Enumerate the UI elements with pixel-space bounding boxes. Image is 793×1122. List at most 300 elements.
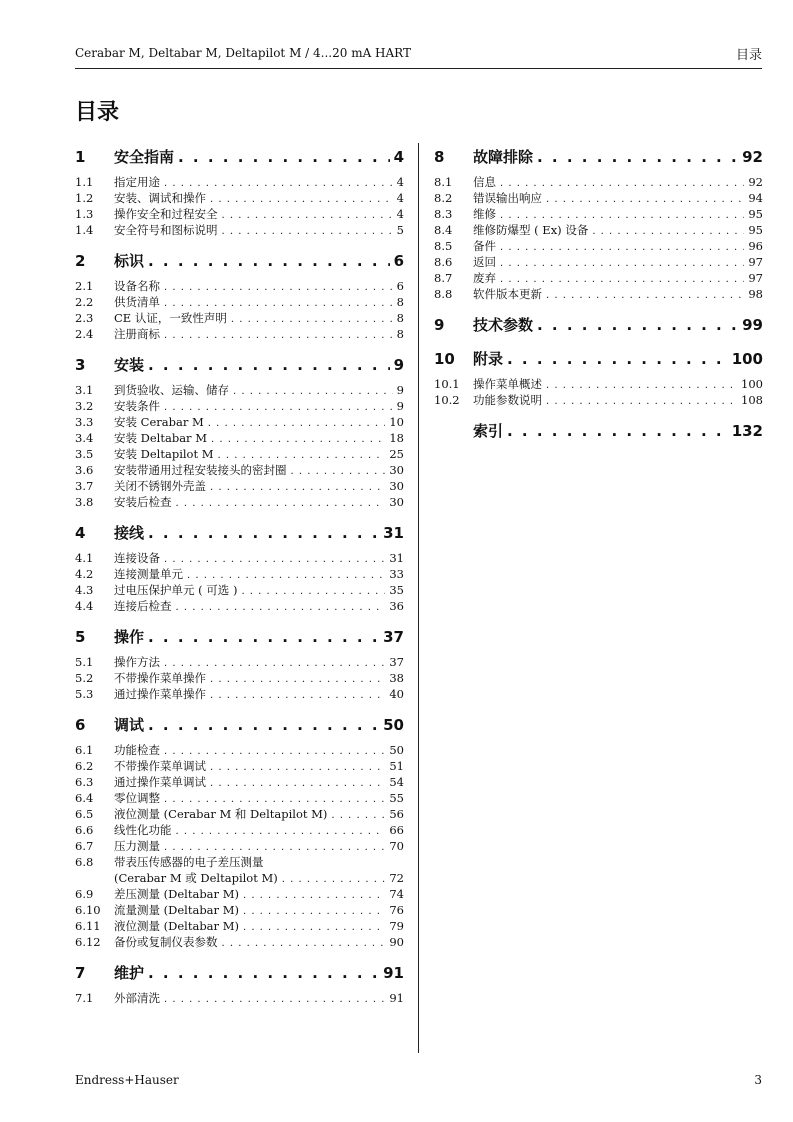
item-title: 差压测量 (Deltabar M) <box>114 887 239 901</box>
chapter-number: 6 <box>75 716 86 734</box>
toc-chapter-entry[interactable] <box>75 522 404 544</box>
toc-chapter-entry[interactable] <box>75 146 404 168</box>
item-page: 95 <box>748 207 763 221</box>
item-page: 98 <box>748 287 763 301</box>
toc-item-entry[interactable] <box>75 822 404 838</box>
item-title: 废弃 <box>473 271 496 285</box>
item-number: 8.1 <box>434 175 453 189</box>
toc-section <box>434 146 763 302</box>
toc-left-column <box>75 146 404 1018</box>
toc-section <box>75 250 404 342</box>
dot-leader <box>210 674 385 685</box>
dot-leader <box>148 628 379 646</box>
item-number: 6.10 <box>75 903 101 917</box>
item-title: 返回 <box>473 255 496 269</box>
item-title: 安装 Deltapilot M <box>114 447 214 461</box>
item-title: 连接后检查 <box>114 599 172 613</box>
toc-chapter-entry[interactable] <box>434 348 763 370</box>
toc-item-entry[interactable] <box>75 478 404 494</box>
item-page: 76 <box>389 903 404 917</box>
toc-item-entry[interactable] <box>75 398 404 414</box>
toc-item-entry[interactable] <box>434 286 763 302</box>
dot-leader <box>222 210 393 221</box>
dot-leader <box>148 964 379 982</box>
item-title: 线性化功能 <box>114 823 172 837</box>
item-number: 3.3 <box>75 415 94 429</box>
chapter-page: 92 <box>742 148 763 166</box>
item-page: 72 <box>389 871 404 885</box>
dot-leader <box>148 356 390 374</box>
toc-item-entry[interactable] <box>434 376 763 392</box>
chapter-page: 99 <box>742 316 763 334</box>
item-title: 设备名称 <box>114 279 160 293</box>
item-number: 3.8 <box>75 495 94 509</box>
item-page: 30 <box>389 495 404 509</box>
toc-item-entry[interactable] <box>75 758 404 774</box>
toc-item-entry[interactable] <box>75 654 404 670</box>
item-title: 液位测量 (Deltabar M) <box>114 919 239 933</box>
item-page: 66 <box>389 823 404 837</box>
dot-leader <box>164 658 385 669</box>
item-number: 4.1 <box>75 551 94 565</box>
item-page: 31 <box>389 551 404 565</box>
toc-item-entry[interactable] <box>434 392 763 408</box>
toc-section <box>75 626 404 702</box>
item-page: 37 <box>389 655 404 669</box>
dot-leader <box>500 274 744 285</box>
dot-leader <box>164 994 385 1005</box>
chapter-page: 4 <box>393 148 404 166</box>
item-page: 4 <box>396 207 404 221</box>
item-title: 备份或复制仪表参数 <box>114 935 218 949</box>
item-number: 8.8 <box>434 287 453 301</box>
toc-item-entry[interactable] <box>75 278 404 294</box>
item-number: 2.2 <box>75 295 94 309</box>
toc-item-entry[interactable] <box>75 582 404 598</box>
item-page: 9 <box>396 399 404 413</box>
header-section-title: 目录 <box>735 48 762 63</box>
toc-item-continuation[interactable] <box>75 870 404 886</box>
dot-leader <box>241 586 385 597</box>
toc-item-entry[interactable] <box>75 462 404 478</box>
chapter-title: 故障排除 <box>473 148 534 166</box>
item-number: 2.1 <box>75 279 94 293</box>
toc-section <box>75 962 404 1006</box>
item-page: 74 <box>389 887 404 901</box>
chapter-title: 操作 <box>114 628 145 646</box>
item-title: 通过操作菜单调试 <box>114 775 206 789</box>
toc-item-entry[interactable] <box>75 902 404 918</box>
toc-item-entry[interactable] <box>75 190 404 206</box>
dot-leader <box>218 450 386 461</box>
dot-leader <box>507 350 728 368</box>
item-page: 97 <box>748 255 763 269</box>
chapter-page: 50 <box>383 716 404 734</box>
item-page: 79 <box>389 919 404 933</box>
toc-item-entry[interactable] <box>75 774 404 790</box>
item-page: 30 <box>389 463 404 477</box>
item-page: 9 <box>396 383 404 397</box>
dot-leader <box>148 524 379 542</box>
item-title: 软件版本更新 <box>473 287 542 301</box>
toc-item-entry[interactable] <box>75 934 404 950</box>
chapter-number: 1 <box>75 148 86 166</box>
dot-leader <box>208 418 386 429</box>
dot-leader <box>164 554 385 565</box>
item-title: 供货清单 <box>114 295 160 309</box>
item-title: 操作菜单概述 <box>473 377 542 391</box>
dot-leader <box>592 226 744 237</box>
toc-item-entry[interactable] <box>434 254 763 270</box>
chapter-number: 2 <box>75 252 86 270</box>
chapter-page: 132 <box>731 422 763 440</box>
item-page: 96 <box>748 239 763 253</box>
chapter-number: 10 <box>434 350 455 368</box>
item-title: 维修 <box>473 207 496 221</box>
toc-item-entry[interactable] <box>75 598 404 614</box>
item-number: 6.6 <box>75 823 94 837</box>
item-page: 92 <box>748 175 763 189</box>
chapter-title: 接线 <box>114 524 145 542</box>
toc-item-entry[interactable] <box>75 430 404 446</box>
toc-item-entry[interactable] <box>75 174 404 190</box>
dot-leader <box>210 194 393 205</box>
item-number: 3.2 <box>75 399 94 413</box>
item-title: 液位测量 (Cerabar M 和 Deltapilot M) <box>114 807 328 821</box>
item-page: 4 <box>396 191 404 205</box>
toc-chapter-entry[interactable] <box>75 962 404 984</box>
toc-item-entry[interactable] <box>75 838 404 854</box>
toc-chapter-entry[interactable] <box>434 314 763 336</box>
item-number: 10.2 <box>434 393 460 407</box>
item-page: 36 <box>389 599 404 613</box>
toc-item-entry[interactable] <box>75 990 404 1006</box>
toc-item-entry[interactable] <box>75 886 404 902</box>
toc-item-entry[interactable] <box>75 294 404 310</box>
item-title: 安装条件 <box>114 399 160 413</box>
dot-leader <box>537 316 738 334</box>
item-title: 连接测量单元 <box>114 567 183 581</box>
item-number: 6.9 <box>75 887 94 901</box>
footer-brand: Endress+Hauser <box>75 1073 179 1087</box>
chapter-title: 维护 <box>114 964 145 982</box>
item-number: 8.6 <box>434 255 453 269</box>
chapter-page: 9 <box>393 356 404 374</box>
item-title: 信息 <box>473 175 496 189</box>
toc-item-entry[interactable] <box>75 742 404 758</box>
item-title: 连接设备 <box>114 551 160 565</box>
toc-item-entry[interactable] <box>75 806 404 822</box>
item-page: 50 <box>389 743 404 757</box>
dot-leader <box>282 874 386 885</box>
dot-leader <box>210 778 385 789</box>
item-title: 安装 Cerabar M <box>114 415 204 429</box>
item-title: 不带操作菜单操作 <box>114 671 206 685</box>
item-title: 安装后检查 <box>114 495 172 509</box>
item-title: 注册商标 <box>114 327 160 341</box>
dot-leader <box>164 330 393 341</box>
toc-item-entry[interactable] <box>75 382 404 398</box>
item-number: 4.4 <box>75 599 94 613</box>
toc-item-entry[interactable] <box>75 854 404 870</box>
item-title: 安装带通用过程安装接头的密封圈 <box>114 463 287 477</box>
item-number: 5.1 <box>75 655 94 669</box>
item-number: 1.4 <box>75 223 94 237</box>
chapter-title: 索引 <box>473 422 504 440</box>
dot-leader <box>148 252 390 270</box>
dot-leader <box>243 906 385 917</box>
toc-item-entry[interactable] <box>75 310 404 326</box>
toc-item-entry[interactable] <box>75 206 404 222</box>
toc-item-entry[interactable] <box>75 414 404 430</box>
item-number: 4.3 <box>75 583 94 597</box>
item-page: 100 <box>741 377 763 391</box>
dot-leader <box>164 282 393 293</box>
item-page: 97 <box>748 271 763 285</box>
item-number: 5.2 <box>75 671 94 685</box>
chapter-title: 标识 <box>114 252 145 270</box>
item-title: 关闭不锈钢外壳盖 <box>114 479 206 493</box>
item-number: 3.1 <box>75 383 94 397</box>
item-number: 6.12 <box>75 935 101 949</box>
item-page: 91 <box>389 991 404 1005</box>
column-divider <box>418 143 419 1053</box>
toc-chapter-entry[interactable] <box>75 626 404 648</box>
item-number: 1.1 <box>75 175 94 189</box>
page-title: 目录 <box>75 99 120 125</box>
item-page: 54 <box>389 775 404 789</box>
dot-leader <box>164 746 385 757</box>
toc-item-entry[interactable] <box>75 326 404 342</box>
chapter-number: 9 <box>434 316 445 334</box>
dot-leader <box>500 258 744 269</box>
dot-leader <box>507 422 728 440</box>
item-page: 55 <box>389 791 404 805</box>
item-number: 3.5 <box>75 447 94 461</box>
item-page: 5 <box>396 223 404 237</box>
chapter-title: 安全指南 <box>114 148 175 166</box>
dot-leader <box>222 226 393 237</box>
item-title: 功能参数说明 <box>473 393 542 407</box>
item-page: 6 <box>396 279 404 293</box>
dot-leader <box>546 194 744 205</box>
chapter-page: 37 <box>383 628 404 646</box>
toc-chapter-entry[interactable] <box>75 714 404 736</box>
item-title: 操作方法 <box>114 655 160 669</box>
chapter-title: 安装 <box>114 356 145 374</box>
item-title: 指定用途 <box>114 175 160 189</box>
dot-leader <box>500 242 744 253</box>
item-page: 70 <box>389 839 404 853</box>
chapter-number: 3 <box>75 356 86 374</box>
dot-leader <box>331 810 385 821</box>
dot-leader <box>176 602 386 613</box>
page-number: 3 <box>754 1073 762 1087</box>
chapter-title: 调试 <box>114 716 145 734</box>
dot-leader <box>243 890 385 901</box>
toc-item-entry[interactable] <box>75 670 404 686</box>
item-number: 6.4 <box>75 791 94 805</box>
toc-item-entry[interactable] <box>75 686 404 702</box>
item-page: 10 <box>389 415 404 429</box>
item-number: 8.3 <box>434 207 453 221</box>
toc-item-entry[interactable] <box>434 206 763 222</box>
item-page: 35 <box>389 583 404 597</box>
dot-leader <box>546 290 744 301</box>
item-page: 25 <box>389 447 404 461</box>
dot-leader <box>210 482 385 493</box>
toc-section <box>75 146 404 238</box>
toc-section <box>434 348 763 408</box>
item-page: 51 <box>389 759 404 773</box>
item-number: 6.7 <box>75 839 94 853</box>
item-page: 108 <box>741 393 763 407</box>
toc-item-entry[interactable] <box>75 550 404 566</box>
item-number: 7.1 <box>75 991 94 1005</box>
item-page: 8 <box>396 295 404 309</box>
item-title: 不带操作菜单调试 <box>114 759 206 773</box>
item-number: 2.4 <box>75 327 94 341</box>
item-number: 8.4 <box>434 223 453 237</box>
toc-section <box>75 522 404 614</box>
item-number: 3.6 <box>75 463 94 477</box>
item-page: 30 <box>389 479 404 493</box>
toc-item-entry[interactable] <box>434 174 763 190</box>
toc-item-entry[interactable] <box>434 222 763 238</box>
toc-chapter-entry[interactable] <box>75 250 404 272</box>
dot-leader <box>164 402 393 413</box>
dot-leader <box>210 690 385 701</box>
dot-leader <box>546 396 737 407</box>
item-title: 压力测量 <box>114 839 160 853</box>
item-page: 8 <box>396 311 404 325</box>
item-title: 过电压保护单元 ( 可选 ) <box>114 583 238 597</box>
dot-leader <box>233 386 393 397</box>
item-page: 4 <box>396 175 404 189</box>
dot-leader <box>176 826 386 837</box>
item-title: 功能检查 <box>114 743 160 757</box>
chapter-number: 7 <box>75 964 86 982</box>
item-title: 通过操作菜单操作 <box>114 687 206 701</box>
page-header <box>75 44 762 69</box>
dot-leader <box>187 570 385 581</box>
dot-leader <box>178 148 390 166</box>
item-title: 到货验收、运输、储存 <box>114 383 229 397</box>
toc-section <box>434 420 763 442</box>
item-number: 3.4 <box>75 431 94 445</box>
toc-chapter-entry[interactable] <box>434 420 763 442</box>
item-title: 带表压传感器的电子差压测量 <box>114 855 264 869</box>
toc-section <box>75 714 404 950</box>
toc-item-entry[interactable] <box>434 190 763 206</box>
toc-right-column <box>434 146 763 454</box>
item-title: 流量测量 (Deltabar M) <box>114 903 239 917</box>
item-number: 4.2 <box>75 567 94 581</box>
item-number: 6.11 <box>75 919 101 933</box>
toc-chapter-entry[interactable] <box>434 146 763 168</box>
dot-leader <box>500 178 744 189</box>
toc-section <box>75 354 404 510</box>
item-title: 备件 <box>473 239 496 253</box>
item-number: 6.1 <box>75 743 94 757</box>
item-page: 38 <box>389 671 404 685</box>
chapter-page: 31 <box>383 524 404 542</box>
item-page: 94 <box>748 191 763 205</box>
dot-leader <box>164 842 385 853</box>
toc-item-entry[interactable] <box>75 446 404 462</box>
item-number: 10.1 <box>434 377 460 391</box>
toc-item-entry[interactable] <box>75 222 404 238</box>
item-number: 6.3 <box>75 775 94 789</box>
dot-leader <box>500 210 744 221</box>
item-page: 8 <box>396 327 404 341</box>
toc-item-entry[interactable] <box>75 918 404 934</box>
chapter-number: 4 <box>75 524 86 542</box>
item-title: 零位调整 <box>114 791 160 805</box>
dot-leader <box>537 148 738 166</box>
chapter-title: 附录 <box>473 350 504 368</box>
item-number: 5.3 <box>75 687 94 701</box>
item-title: 安装 Deltabar M <box>114 431 207 445</box>
item-page: 18 <box>389 431 404 445</box>
toc-item-entry[interactable] <box>434 270 763 286</box>
item-title: 外部清洗 <box>114 991 160 1005</box>
dot-leader <box>211 434 385 445</box>
item-page: 56 <box>389 807 404 821</box>
chapter-number: 8 <box>434 148 445 166</box>
toc-item-entry[interactable] <box>75 566 404 582</box>
item-page: 95 <box>748 223 763 237</box>
dot-leader <box>210 762 385 773</box>
item-number: 6.2 <box>75 759 94 773</box>
item-title: 安装、调试和操作 <box>114 191 206 205</box>
toc-chapter-entry[interactable] <box>75 354 404 376</box>
item-title-continued: (Cerabar M 或 Deltapilot M) <box>114 871 278 885</box>
dot-leader <box>164 298 393 309</box>
dot-leader <box>148 716 379 734</box>
item-number: 3.7 <box>75 479 94 493</box>
item-number: 2.3 <box>75 311 94 325</box>
dot-leader <box>222 938 386 949</box>
toc-section <box>434 314 763 336</box>
toc-item-entry[interactable] <box>434 238 763 254</box>
item-title: CE 认证，一致性声明 <box>114 311 227 325</box>
item-number: 1.3 <box>75 207 94 221</box>
chapter-page: 6 <box>393 252 404 270</box>
dot-leader <box>546 380 737 391</box>
item-number: 8.7 <box>434 271 453 285</box>
dot-leader <box>176 498 386 509</box>
item-page: 40 <box>389 687 404 701</box>
item-title: 错误输出响应 <box>473 191 542 205</box>
item-title: 安全符号和图标说明 <box>114 223 218 237</box>
dot-leader <box>231 314 393 325</box>
item-number: 6.8 <box>75 855 94 869</box>
item-title: 维修防爆型 ( Ex) 设备 <box>473 223 589 237</box>
chapter-title: 技术参数 <box>473 316 534 334</box>
chapter-page: 91 <box>383 964 404 982</box>
toc-item-entry[interactable] <box>75 790 404 806</box>
chapter-number: 5 <box>75 628 86 646</box>
item-title: 操作安全和过程安全 <box>114 207 218 221</box>
dot-leader <box>291 466 386 477</box>
item-page: 90 <box>389 935 404 949</box>
dot-leader <box>243 922 385 933</box>
item-number: 8.2 <box>434 191 453 205</box>
chapter-page: 100 <box>731 350 763 368</box>
item-number: 1.2 <box>75 191 94 205</box>
toc-item-entry[interactable] <box>75 494 404 510</box>
